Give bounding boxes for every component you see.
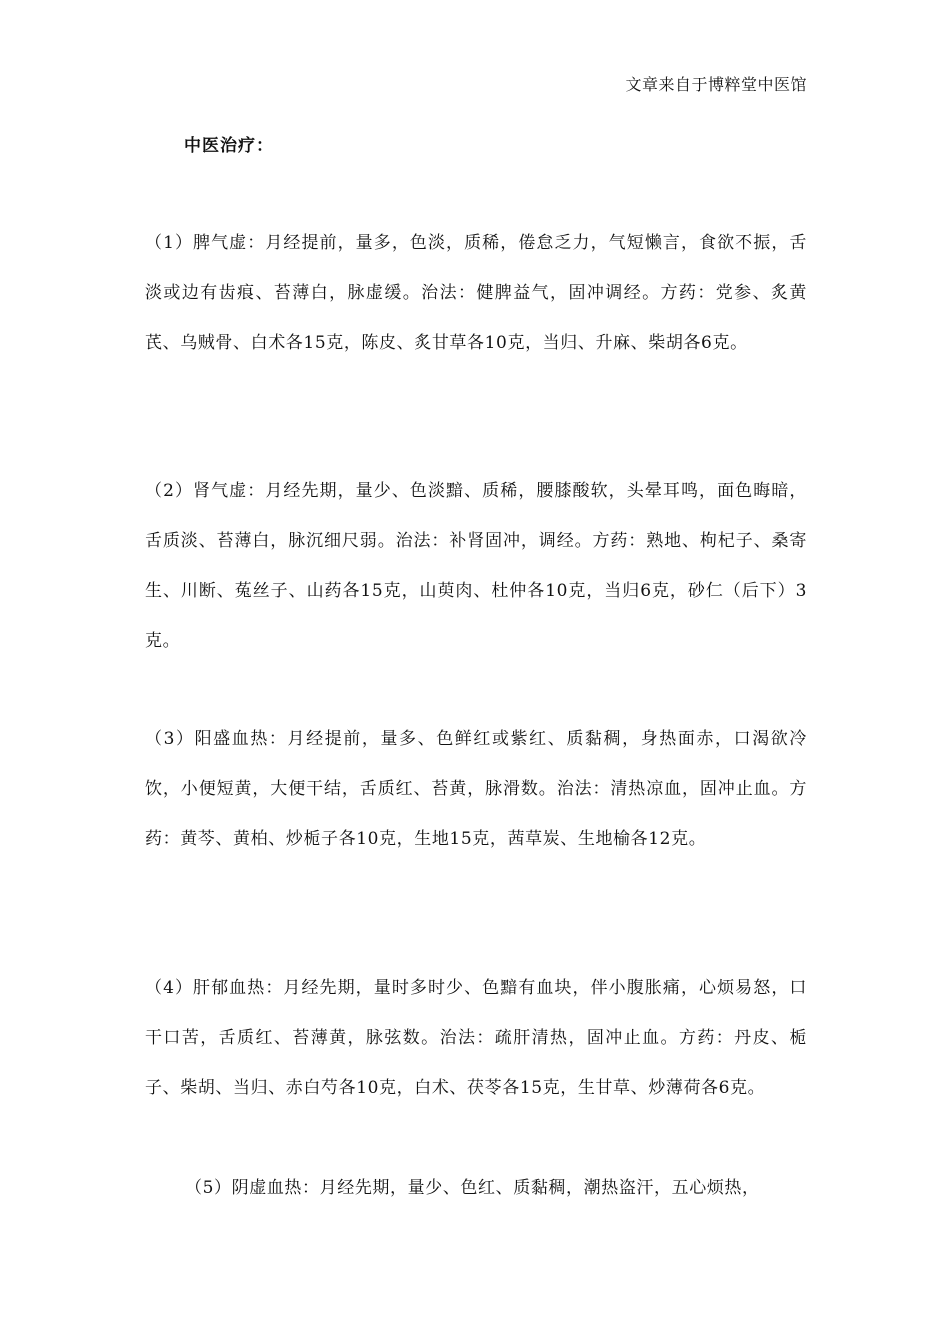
treatment-paragraph-5: （5）阴虚血热：月经先期，量少、色红、质黏稠，潮热盗汗，五心烦热， — [185, 1178, 760, 1198]
treatment-paragraph-4: （4）肝郁血热：月经先期，量时多时少、色黯有血块，伴小腹胀痛，心烦易怒，口干口苦，舌质红、苔薄黄，脉弦数。治法：疏肝清热，固冲止血。方药：丹皮、栀子、柴胡、当归、赤白芍各10克，白术、茯苓各15克，生甘草、炒薄荷各6克。 — [145, 978, 807, 1098]
section-title: 中医治疗： — [184, 136, 274, 156]
treatment-paragraph-2: （2）肾气虚：月经先期，量少、色淡黯、质稀，腰膝酸软，头晕耳鸣，面色晦暗，舌质淡、苔薄白，脉沉细尺弱。治法：补肾固冲，调经。方药：熟地、枸杞子、桑寄生、川断、菟丝子、山药各15克，山萸肉、杜仲各10克，当归6克，砂仁（后下）3克。 — [145, 481, 807, 651]
source-note: 文章来自于博粹堂中医馆 — [625, 75, 807, 94]
treatment-paragraph-3: （3）阳盛血热：月经提前，量多、色鲜红或紫红、质黏稠，身热面赤，口渴欲冷饮，小便短黄，大便干结，舌质红、苔黄，脉滑数。治法：清热凉血，固冲止血。方药：黄芩、黄柏、炒栀子各10克，生地15克，茜草炭、生地榆各12克。 — [145, 729, 807, 849]
treatment-paragraph-1: （1）脾气虚：月经提前，量多，色淡，质稀，倦怠乏力，气短懒言，食欲不振，舌淡或边有齿痕、苔薄白，脉虚缓。治法：健脾益气，固冲调经。方药：党参、炙黄芪、乌贼骨、白术各15克，陈皮、炙甘草各10克，当归、升麻、柴胡各6克。 — [145, 233, 807, 353]
